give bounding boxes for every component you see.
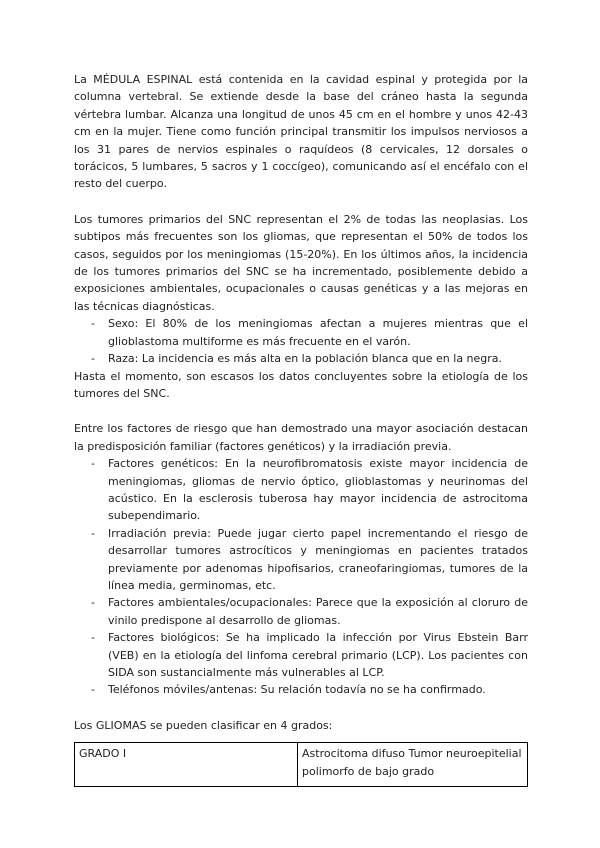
list-item xyxy=(74,594,528,629)
list-item xyxy=(74,455,528,525)
intro-paragraph: La MÉDULA ESPINAL está contenida en la cavidad espinal y protegida por la columna vertebral. Se extiende desde la base del cráneo hasta la segunda vértebra lumbar. Alcanza una longitud de unos 45 cm en el hombre y unos 42-43 cm en la mujer. Tiene como función principal transmitir los impulsos nerviosos a los 31 pares de nervios espinales o raquídeos (8 cervicales, 12 dorsales o torácicos, 5 lumbares, 5 sacros y 1 coccígeo), comunicando así el encéfalo con el resto del cuerpo. xyxy=(74,73,528,191)
list-item-text: Raza: La incidencia es más alta en la población blanca que en la negra. xyxy=(108,352,503,366)
list-item xyxy=(74,629,528,681)
list-item-text: Teléfonos móviles/antenas: Su relación todavía no se ha confirmado. xyxy=(108,683,486,697)
dash-bullet: - xyxy=(91,457,95,471)
list-item-text: Factores ambientales/ocupacionales: Parece que la exposición al cloruro de vinilo predispone al desarrollo de gliomas. xyxy=(108,596,528,627)
list-item-text: Irradiación previa: Puede jugar cierto papel incrementando el riesgo de desarrollar tumores astrocíticos y meningiomas en pacientes tratados previamente por adenomas hipofisarios, craneofaringiomas, tumores de la línea media, germinomas, etc. xyxy=(108,526,528,592)
paragraph-spacer xyxy=(74,193,528,211)
dash-bullet: - xyxy=(91,683,95,697)
grade-description-cell: Astrocitoma difuso Tumor neuroepitelial polimorfo de bajo grado xyxy=(298,743,528,787)
table-row xyxy=(75,743,528,787)
dash-bullet: - xyxy=(91,526,95,540)
dash-bullet: - xyxy=(91,352,95,366)
grade-cell: GRADO I xyxy=(75,743,298,787)
glioma-grades-table xyxy=(74,742,528,787)
gliomas-intro: Los GLIOMAS se pueden clasificar en 4 grados: xyxy=(74,718,333,732)
list-item-text: Factores biológicos: Se ha implicado la infección por Virus Ebstein Barr (VEB) en la etiología del linfoma cerebral primario (LCP). Los pacientes con SIDA son sustancialmente más vulnerables al LCP. xyxy=(108,631,528,679)
list-item xyxy=(74,315,528,350)
list-item-text: Factores genéticos: En la neurofibromatosis existe mayor incidencia de meningiomas, gliomas de nervio óptico, glioblastomas y neurinomas del acústico. En la esclerosis tuberosa hay mayor incidencia de astrocitoma subependimario. xyxy=(108,457,528,523)
paragraph-spacer xyxy=(74,699,528,717)
risk-factors-list xyxy=(74,455,528,699)
tumors-closing-paragraph: Hasta el momento, son escasos los datos concluyentes sobre la etiología de los tumores del SNC. xyxy=(74,369,528,400)
document-body xyxy=(74,71,528,787)
list-item xyxy=(74,350,528,367)
list-item xyxy=(74,525,528,595)
tumors-paragraph: Los tumores primarios del SNC representan el 2% de todas las neoplasias. Los subtipos más frecuentes son los gliomas, que representan el 50% de todos los casos, seguidos por los meningiomas (15-20%). En los últimos años, la incidencia de los tumores primarios del SNC se ha incrementado, posiblemente debido a exposiciones ambientales, ocupacionales o causas genéticas y a las mejoras en las técnicas diagnósticas. xyxy=(74,212,528,313)
risk-factors-paragraph: Entre los factores de riesgo que han demostrado una mayor asociación destacan la predisposición familiar (factores genéticos) y la irradiación previa. xyxy=(74,422,528,453)
tumors-bullet-list xyxy=(74,315,528,367)
list-item xyxy=(74,681,528,698)
list-item-text: Sexo: El 80% de los meningiomas afectan a mujeres mientras que el glioblastoma multiforme es más frecuente en el varón. xyxy=(108,317,528,348)
dash-bullet: - xyxy=(91,596,95,610)
dash-bullet: - xyxy=(91,317,95,331)
dash-bullet: - xyxy=(91,631,95,645)
paragraph-spacer xyxy=(74,402,528,420)
